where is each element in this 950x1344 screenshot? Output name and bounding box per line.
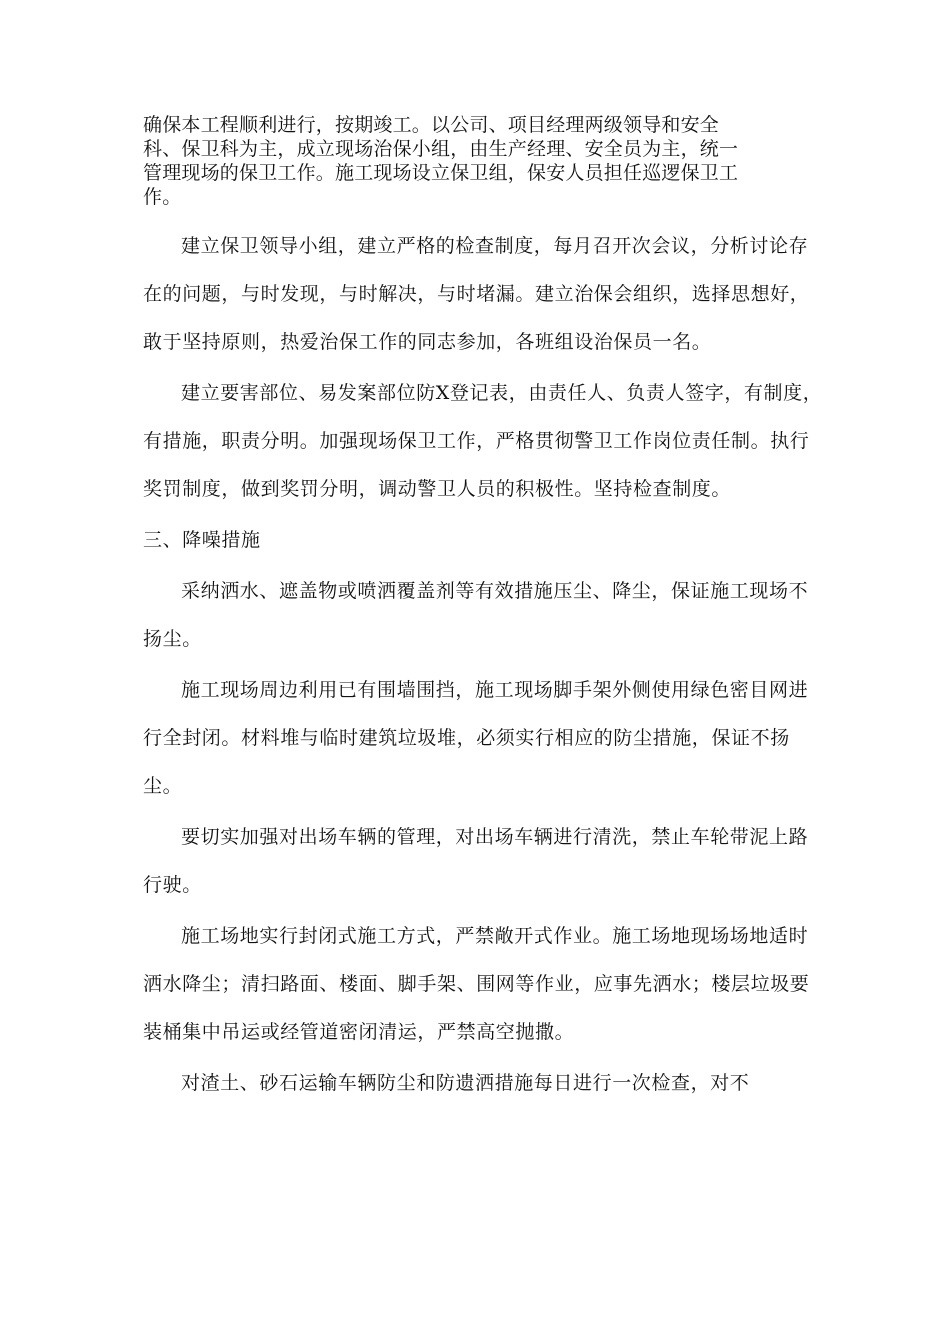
- paragraph-transport-inspection: 对渣土、砂石运输车辆防尘和防遗洒措施每日进行一次检查，对不: [181, 1072, 750, 1094]
- intro-line: 确保本工程顺利进行，按期竣工。以公司、项目经理两级领导和安全: [143, 114, 720, 136]
- paragraph-site-enclosure: 施工现场周边利用已有围墙围挡，施工现场脚手架外侧使用绿色密目网进行全封闭。材料堆与临时建筑垃圾堆，必须实行相应的防尘措施，保证不扬尘。: [143, 679, 809, 797]
- intro-paragraph: [143, 113, 823, 209]
- paragraph-closed-construction: 施工场地实行封闭式施工方式，严禁敞开式作业。施工场地现场场地适时洒水降尘；清扫路面、楼面、脚手架、围网等作业，应事先洒水；楼层垃圾要装桶集中吊运或经管道密闭清运，严禁高空抛撒。: [143, 925, 810, 1043]
- body-text: [143, 222, 823, 1107]
- section-heading-noise: 三、降噪措施: [143, 529, 261, 551]
- intro-line: 管理现场的保卫工作。施工现场设立保卫组，保安人员担任巡逻保卫工: [143, 162, 739, 184]
- paragraph-vehicle-cleaning: 要切实加强对出场车辆的管理，对出场车辆进行清洗，禁止车轮带泥上路行驶。: [143, 826, 809, 896]
- intro-line: 作。: [143, 186, 182, 208]
- paragraph-security-group: 建立保卫领导小组，建立严格的检查制度，每月召开次会议，分析讨论存在的问题，与时发现，与时解决，与时堵漏。建立治保会组织，选择思想好，敢于坚持原则，热爱治保工作的同志参加，各班组设治保员一名。: [143, 235, 810, 353]
- intro-line: 科、保卫科为主，成立现场治保小组，由生产经理、安全员为主，统一: [143, 138, 739, 160]
- paragraph-key-locations: 建立要害部位、易发案部位防X登记表，由责任人、负责人签字，有制度，有措施，职责分明。加强现场保卫工作，严格贯彻警卫工作岗位责任制。执行奖罚制度，做到奖罚分明，调动警卫人员的积极性。坚持检查制度。: [143, 382, 823, 500]
- paragraph-dust-suppression: 采纳洒水、遮盖物或喷洒覆盖剂等有效措施压尘、降尘，保证施工现场不扬尘。: [143, 580, 809, 650]
